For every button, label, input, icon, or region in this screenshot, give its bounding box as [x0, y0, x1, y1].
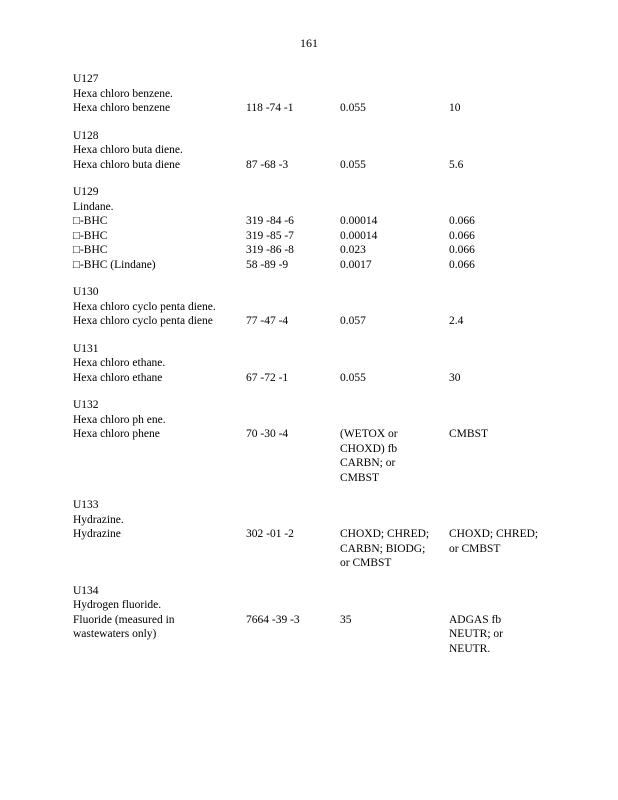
- cas-number: 319 -86 -8: [246, 244, 294, 256]
- cas-number: 87 -68 -3: [246, 158, 289, 171]
- constituent-name: [73, 427, 223, 442]
- constituent-row: [73, 158, 464, 173]
- nonwastewater-standard-line: 2.4: [449, 315, 464, 327]
- nonwastewater-standard-line: 0.066: [449, 244, 475, 256]
- nonwastewater-standard: [449, 243, 541, 258]
- constituent-name-line: □-BHC: [73, 215, 108, 227]
- constituent-name: [73, 527, 223, 542]
- waste-title: Hydrogen fluoride.: [73, 599, 162, 611]
- wastewater-standard-line: (WETOX or: [340, 428, 398, 440]
- wastewater-standard-line: 0.00014: [340, 229, 378, 242]
- cas-number: 70 -30 -4: [246, 428, 289, 440]
- wastewater-standard-line: CARBN; or: [340, 457, 396, 469]
- constituent-name-line: Fluoride (measured in: [73, 613, 175, 626]
- wastewater-standard-line: CHOXD) fb: [340, 442, 398, 455]
- waste-code: U130: [73, 286, 99, 298]
- wastewater-standard: [340, 243, 428, 258]
- waste-title: Hexa chloro benzene.: [73, 87, 173, 100]
- nonwastewater-standard-line: ADGAS fb: [449, 613, 502, 626]
- nonwastewater-standard-line: 5.6: [449, 158, 464, 171]
- constituent-name-line: Hexa chloro phene: [73, 428, 160, 440]
- nonwastewater-standard-line: CHOXD; CHRED;: [449, 528, 539, 540]
- nonwastewater-standard: [449, 158, 541, 173]
- nonwastewater-standard-line: NEUTR.: [449, 642, 491, 655]
- wastewater-standard: [340, 527, 428, 571]
- cas-number: 58 -89 -9: [246, 258, 289, 271]
- cas-number: 302 -01 -2: [246, 528, 294, 540]
- wastewater-standard: [340, 427, 428, 485]
- constituent-name: [73, 243, 223, 258]
- waste-code: U129: [73, 186, 99, 198]
- wastewater-standard: [340, 158, 428, 173]
- waste-code: U132: [73, 399, 99, 411]
- constituent-name-line: Hexa chloro benzene: [73, 102, 171, 114]
- wastewater-standard-line: 0.0017: [340, 258, 372, 271]
- constituent-row: [73, 258, 475, 273]
- wastewater-standard-line: 0.055: [340, 102, 366, 114]
- waste-entry: [73, 185, 475, 272]
- waste-title: Lindane.: [73, 200, 114, 213]
- constituent-name: [73, 314, 223, 329]
- constituent-name-line: □-BHC: [73, 244, 108, 256]
- wastewater-standard: [340, 229, 428, 244]
- constituent-row: [73, 613, 503, 657]
- wastewater-standard: [340, 101, 428, 116]
- cas-number: 319 -85 -7: [246, 229, 294, 242]
- constituent-name: [73, 229, 223, 244]
- constituent-row: [73, 314, 464, 329]
- nonwastewater-standard: [449, 229, 541, 244]
- waste-code: U128: [73, 129, 99, 142]
- constituent-name: [73, 258, 223, 273]
- nonwastewater-standard-line: NEUTR; or: [449, 628, 503, 640]
- constituent-name-line: □-BHC (Lindane): [73, 258, 156, 271]
- constituent-name-line: Hexa chloro ethane: [73, 371, 163, 384]
- cas-number: 118 -74 -1: [246, 102, 294, 114]
- waste-code: U133: [73, 499, 99, 511]
- wastewater-standard: [340, 214, 428, 229]
- waste-title: Hexa chloro ethane.: [73, 357, 166, 369]
- nonwastewater-standard-line: 0.066: [449, 215, 475, 227]
- wastewater-standard-line: CHOXD; CHRED;: [340, 528, 430, 540]
- wastewater-standard: [340, 258, 428, 273]
- nonwastewater-standard: [449, 527, 541, 556]
- waste-entry: [73, 285, 464, 329]
- waste-code: U127: [73, 73, 99, 85]
- constituent-row: [73, 243, 475, 258]
- constituent-name-line: Hydrazine: [73, 528, 121, 540]
- nonwastewater-standard: [449, 101, 541, 116]
- nonwastewater-standard-line: or CMBST: [449, 542, 501, 555]
- cas-number: 7664 -39 -3: [246, 613, 300, 626]
- wastewater-standard-line: 0.00014: [340, 215, 378, 227]
- waste-entry: [73, 498, 539, 571]
- waste-title: Hexa chloro cyclo penta diene.: [73, 300, 216, 313]
- constituent-row: [73, 427, 488, 485]
- constituent-name: [73, 371, 223, 386]
- constituent-row: [73, 214, 475, 229]
- constituent-name-line: wastewaters only): [73, 628, 157, 640]
- constituent-row: [73, 229, 475, 244]
- constituent-row: [73, 101, 461, 116]
- nonwastewater-standard: [449, 258, 541, 273]
- wastewater-standard-line: 35: [340, 613, 352, 626]
- cas-number: 77 -47 -4: [246, 315, 289, 327]
- constituent-name: [73, 101, 223, 116]
- waste-entry: [73, 398, 488, 485]
- waste-entry: [73, 129, 464, 173]
- nonwastewater-standard-line: 10: [449, 102, 461, 114]
- nonwastewater-standard-line: 0.066: [449, 229, 475, 242]
- nonwastewater-standard: [449, 371, 541, 386]
- waste-entry: [73, 72, 461, 116]
- wastewater-standard-line: 0.055: [340, 371, 366, 384]
- wastewater-standard: [340, 613, 428, 628]
- constituent-name: [73, 214, 223, 229]
- waste-title: Hexa chloro buta diene.: [73, 144, 183, 156]
- wastewater-standard-line: 0.057: [340, 315, 366, 327]
- constituent-row: [73, 371, 461, 386]
- page-number: 161: [300, 36, 318, 50]
- wastewater-standard-line: 0.023: [340, 244, 366, 256]
- nonwastewater-standard-line: 0.066: [449, 258, 475, 271]
- constituent-name-line: □-BHC: [73, 229, 108, 242]
- waste-title: Hexa chloro ph ene.: [73, 413, 166, 426]
- wastewater-standard-line: CARBN; BIODG;: [340, 542, 426, 555]
- waste-code: U131: [73, 342, 99, 355]
- waste-code: U134: [73, 584, 99, 597]
- cas-number: 319 -84 -6: [246, 215, 294, 227]
- constituent-name-line: Hexa chloro buta diene: [73, 158, 180, 171]
- constituent-name-line: Hexa chloro cyclo penta diene: [73, 315, 213, 327]
- constituent-name: [73, 613, 223, 642]
- wastewater-standard: [340, 314, 428, 329]
- wastewater-standard-line: or CMBST: [340, 557, 392, 569]
- wastewater-standard: [340, 371, 428, 386]
- waste-entries: [73, 72, 539, 669]
- nonwastewater-standard: [449, 314, 541, 329]
- nonwastewater-standard-line: CMBST: [449, 428, 488, 440]
- nonwastewater-standard: [449, 613, 541, 657]
- wastewater-standard-line: CMBST: [340, 471, 379, 484]
- waste-entry: [73, 342, 461, 386]
- nonwastewater-standard-line: 30: [449, 371, 461, 384]
- waste-title: Hydrazine.: [73, 513, 124, 526]
- waste-entry: [73, 584, 503, 657]
- nonwastewater-standard: [449, 214, 541, 229]
- cas-number: 67 -72 -1: [246, 371, 289, 384]
- nonwastewater-standard: [449, 427, 541, 442]
- constituent-name: [73, 158, 223, 173]
- wastewater-standard-line: 0.055: [340, 158, 366, 171]
- constituent-row: [73, 527, 539, 571]
